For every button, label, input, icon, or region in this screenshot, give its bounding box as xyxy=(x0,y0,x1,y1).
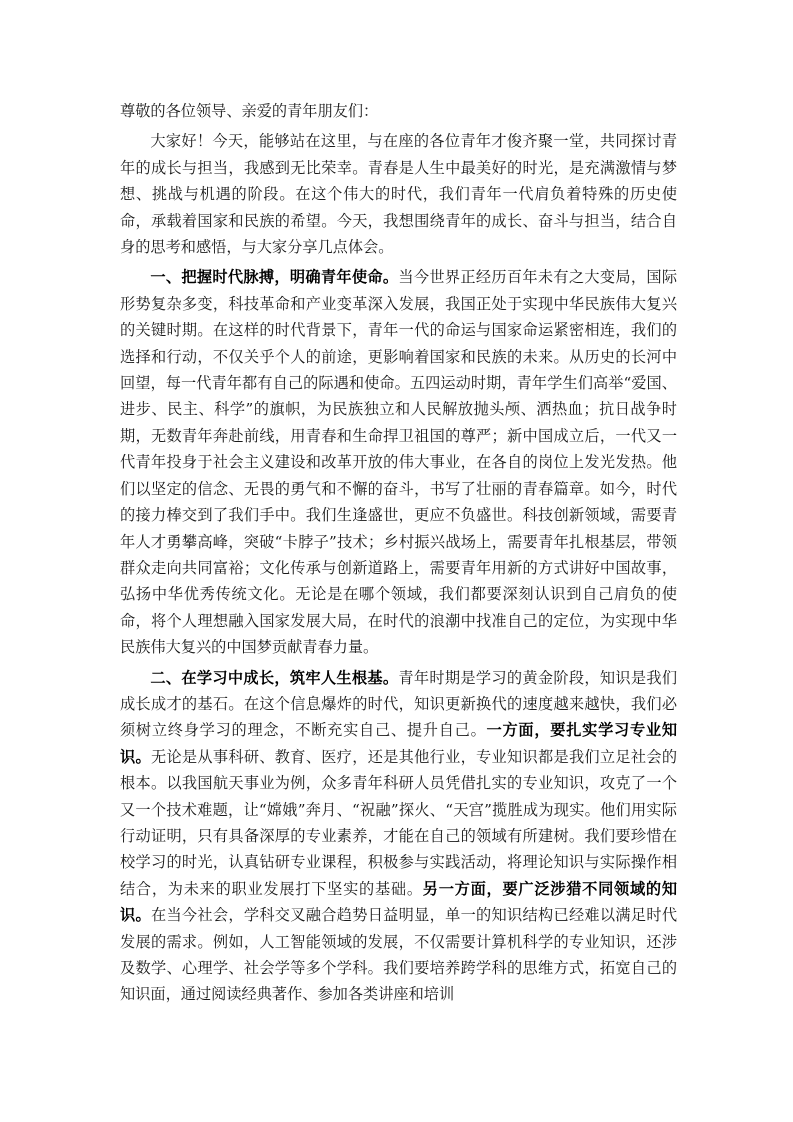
section-2-heading: 二、在学习中成长，筑牢人生根基。 xyxy=(150,668,399,687)
section-2-body-c: 在当今社会，学科交叉融合趋势日益明显，单一的知识结构已经难以满足时代发展的需求。例如，人工智能领域的发展，不仅需要计算机科学的专业知识，还涉及数学、心理学、社会学等多个学科。我们要培养跨学科的思维方式，拓宽自己的知识面，通过阅读经典著作、参加各类讲座和培训 xyxy=(120,906,678,1004)
document-page xyxy=(120,98,677,1008)
section-2-body-b: 无论是从事科研、教育、医疗，还是其他行业，专业知识都是我们立足社会的根本。以我国航天事业为例，众多青年科研人员凭借扎实的专业知识，攻克了一个又一个技术难题，让“嫦娥”奔月、“祝融”探火、“天宫”揽胜成为现实。他们用实际行动证明，只有具备深厚的专业素养，才能在自己的领域有所建树。我们要珍惜在校学习的时光，认真钻研专业课程，积极参与实践活动，将理论知识与实际操作相结合，为未来的职业发展打下坚实的基础。 xyxy=(120,747,678,898)
section-2-point-2: 另一方面，要广泛涉猎不同领域的知识。 xyxy=(120,879,678,925)
section-1-body: 当今世界正经历百年未有之大变局，国际形势复杂多变，科技革命和产业变革深入发展，我国正处于实现中华民族伟大复兴的关键时期。在这样的时代背景下，青年一代的命运与国家命运紧密相连，我们的选择和行动，不仅关乎个人的前途，更影响着国家和民族的未来。从历史的长河中回望，每一代青年都有自己的际遇和使命。五四运动时期，青年学生们高举“爱国、进步、民主、科学”的旗帜，为民族独立和人民解放抛头颅、洒热血；抗日战争时期，无数青年奔赴前线，用青春和生命捍卫祖国的尊严；新中国成立后，一代又一代青年投身于社会主义建设和改革开放的伟大事业，在各自的岗位上发光发热。他们以坚定的信念、无畏的勇气和不懈的奋斗，书写了壮丽的青春篇章。如今，时代的接力棒交到了我们手中。我们生逢盛世，更应不负盛世。科技创新领域，需要青年人才勇攀高峰，突破“卡脖子”技术；乡村振兴战场上，需要青年扎根基层，带领群众走向共同富裕；文化传承与创新道路上，需要青年用新的方式讲好中国故事，弘扬中华优秀传统文化。无论是在哪个领域，我们都要深刻认识到自己肩负的使命，将个人理想融入国家发展大局，在时代的浪潮中找准自己的定位，为实现中华民族伟大复兴的中国梦贡献青春力量。 xyxy=(120,268,678,657)
section-2-paragraph xyxy=(120,665,677,1008)
section-2-point-1: 一方面，要扎实学习专业知识。 xyxy=(120,721,678,766)
intro-paragraph: 大家好！今天，能够站在这里，与在座的各位青年才俊齐聚一堂，共同探讨青年的成长与担当，我感到无比荣幸。青春是人生中最美好的时光，是充满激情与梦想、挑战与机遇的阶段。在这个伟大的时代，我们青年一代肩负着特殊的历史使命，承载着国家和民族的希望。今天，我想围绕青年的成长、奋斗与担当，结合自身的思考和感悟，与大家分享几点体会。 xyxy=(120,132,677,257)
salutation: 尊敬的各位领导、亲爱的青年朋友们： xyxy=(120,102,379,120)
section-2-body-a: 青年时期是学习的黄金阶段，知识是我们成长成才的基石。在这个信息爆炸的时代，知识更新换代的速度越来越快，我们必须树立终身学习的理念，不断充实自己、提升自己。 xyxy=(120,668,678,740)
section-1-heading: 一、把握时代脉搏，明确青年使命。 xyxy=(150,268,399,287)
section-1-paragraph xyxy=(120,264,677,660)
